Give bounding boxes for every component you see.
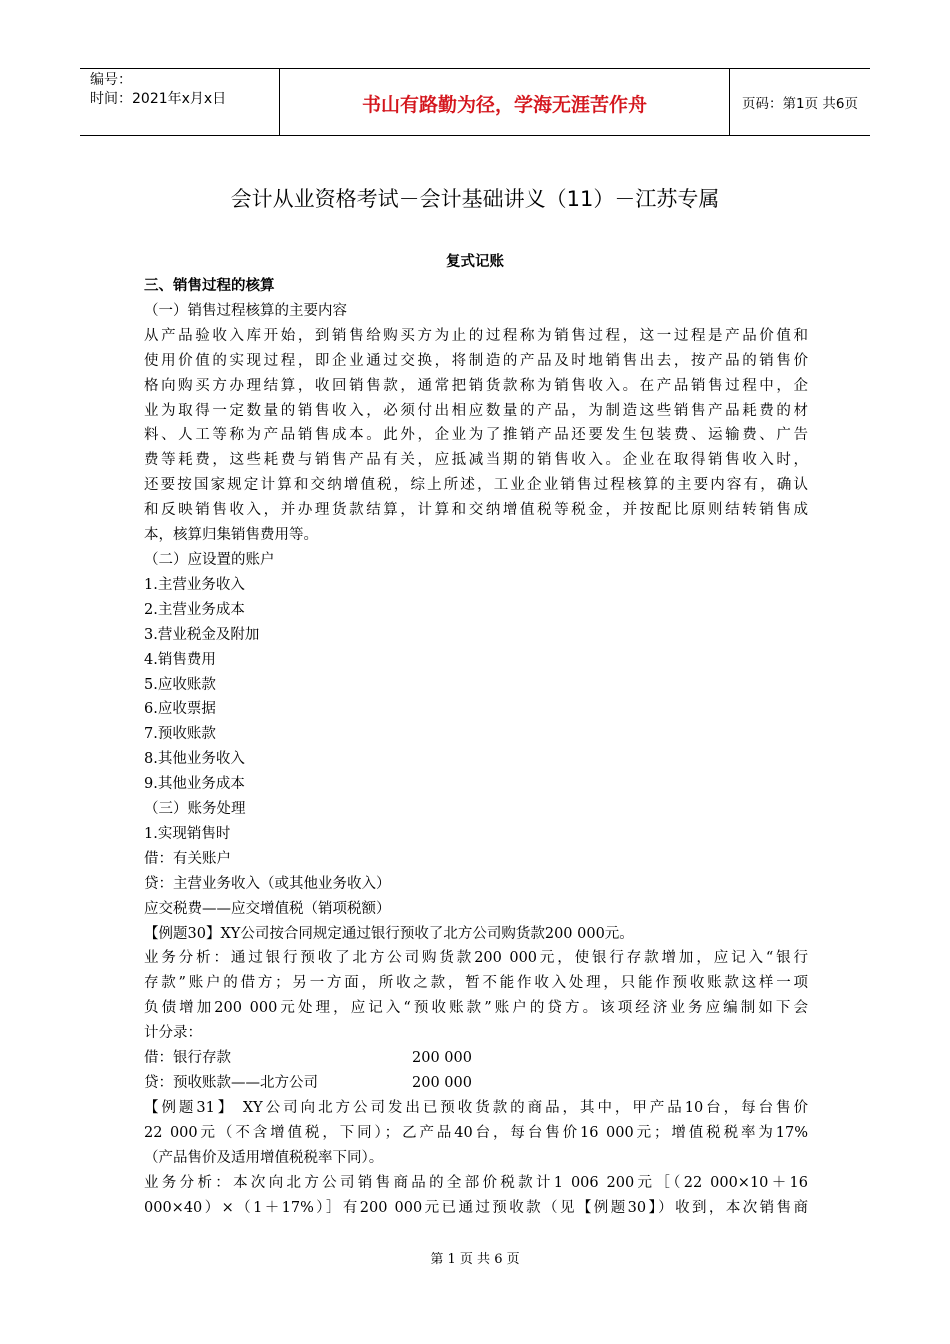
text-line: 料、人工等称为产品销售成本。此外，企业为了推销产品还要发生包装费、运输费、广告 bbox=[144, 427, 808, 444]
header-info-cell bbox=[80, 69, 280, 135]
text-line: 5.应收账款 bbox=[144, 676, 216, 693]
journal-entry-line bbox=[144, 1071, 808, 1096]
text-line: 业务分析：本次向北方公司销售商品的全部价税款计1 006 200元［（22 000×10＋16 bbox=[144, 1174, 808, 1191]
text-line: 【例题30】XY公司按合同规定通过银行预收了北方公司购货款200 000元。 bbox=[144, 925, 634, 942]
text-line: （一）销售过程核算的主要内容 bbox=[144, 302, 347, 319]
text-line: 2.主营业务成本 bbox=[144, 601, 245, 618]
section-subtitle: 复式记账 bbox=[446, 254, 504, 270]
text-line: 6.应收票据 bbox=[144, 701, 216, 718]
text-line: 【例题31】 XY公司向北方公司发出已预收货款的商品，其中，甲产品10台，每台售价 bbox=[144, 1099, 808, 1116]
header-table bbox=[80, 68, 870, 136]
text-line: 应交税费——应交增值税（销项税额） bbox=[144, 900, 391, 917]
text-line: 存款”账户的借方；另一方面，所收之款，暂不能作收入处理，只能作预收账款这样一项 bbox=[144, 975, 808, 992]
document-body bbox=[144, 274, 808, 1220]
text-line: 费等耗费，这些耗费与销售产品有关，应抵减当期的销售收入。企业在取得销售收入时， bbox=[144, 452, 808, 469]
text-line: 1.主营业务收入 bbox=[144, 576, 245, 593]
text-line: 计分录： bbox=[144, 1025, 202, 1042]
doc-number-label: 编号： bbox=[90, 72, 132, 88]
entry-account: 借：银行存款 bbox=[144, 1050, 231, 1067]
text-line: 从产品验收入库开始，到销售给购买方为止的过程称为销售过程，这一过程是产品价值和 bbox=[144, 327, 808, 344]
text-line: （产品售价及适用增值税税率下同）。 bbox=[144, 1149, 384, 1166]
entry-account: 贷：预收账款——北方公司 bbox=[144, 1075, 318, 1091]
text-line: 8.其他业务收入 bbox=[144, 751, 245, 768]
text-line: 负债增加200 000元处理，应记入“预收账款”账户的贷方。该项经济业务应编制如下会 bbox=[144, 1000, 808, 1017]
text-line: 和反映销售收入，并办理货款结算，计算和交纳增值税等税金，并按配比原则结转销售成 bbox=[144, 502, 808, 519]
text-line: 4.销售费用 bbox=[144, 651, 216, 668]
entry-amount: 200 000 bbox=[412, 1075, 472, 1091]
text-line: （三）账务处理 bbox=[144, 801, 246, 818]
text-line: 本，核算归集销售费用等。 bbox=[144, 527, 318, 544]
doc-time-label: 时间：2021年x月x日 bbox=[90, 91, 227, 107]
document-title: 会计从业资格考试－会计基础讲义（11）－江苏专属 bbox=[230, 187, 720, 211]
header-motto: 书山有路勤为径，学海无涯苦作舟 bbox=[280, 69, 730, 135]
text-line: （二）应设置的账户 bbox=[144, 551, 275, 568]
text-line: 1.实现销售时 bbox=[144, 825, 231, 842]
text-line: 使用价值的实现过程，即企业通过交换，将制造的产品及时地销售出去，按产品的销售价 bbox=[144, 352, 808, 369]
text-line: 22 000元（不含增值税，下同）；乙产品40台，每台售价16 000元；增值税税率为17% bbox=[144, 1124, 808, 1141]
text-line: 业务分析：通过银行预收了北方公司购货款200 000元，使银行存款增加，应记入“银行 bbox=[144, 950, 808, 967]
section-heading: 三、销售过程的核算 bbox=[144, 278, 275, 294]
journal-entry-line bbox=[144, 1046, 808, 1071]
text-line: 业为取得一定数量的销售收入，必须付出相应数量的产品，为制造这些销售产品耗费的材 bbox=[144, 402, 808, 419]
text-line: 格向购买方办理结算，收回销售款，通常把销货款称为销售收入。在产品销售过程中，企 bbox=[144, 377, 808, 394]
page-footer: 第 1 页 共 6 页 bbox=[430, 1252, 520, 1267]
text-line: 000×40）×（1＋17%）］有200 000元已通过预收款（见【例题30】）收到，本次销售商 bbox=[144, 1199, 808, 1216]
text-line: 3.营业税金及附加 bbox=[144, 626, 260, 643]
text-line: 借：有关账户 bbox=[144, 850, 231, 867]
header-page-label: 页码：第1页 共6页 bbox=[742, 96, 858, 112]
entry-amount: 200 000 bbox=[412, 1050, 472, 1067]
text-line: 9.其他业务成本 bbox=[144, 776, 245, 793]
text-line: 7.预收账款 bbox=[144, 726, 216, 743]
text-line: 贷：主营业务收入（或其他业务收入） bbox=[144, 875, 391, 892]
text-line: 还要按国家规定计算和交纳增值税，综上所述，工业企业销售过程核算的主要内容有，确认 bbox=[144, 477, 808, 494]
